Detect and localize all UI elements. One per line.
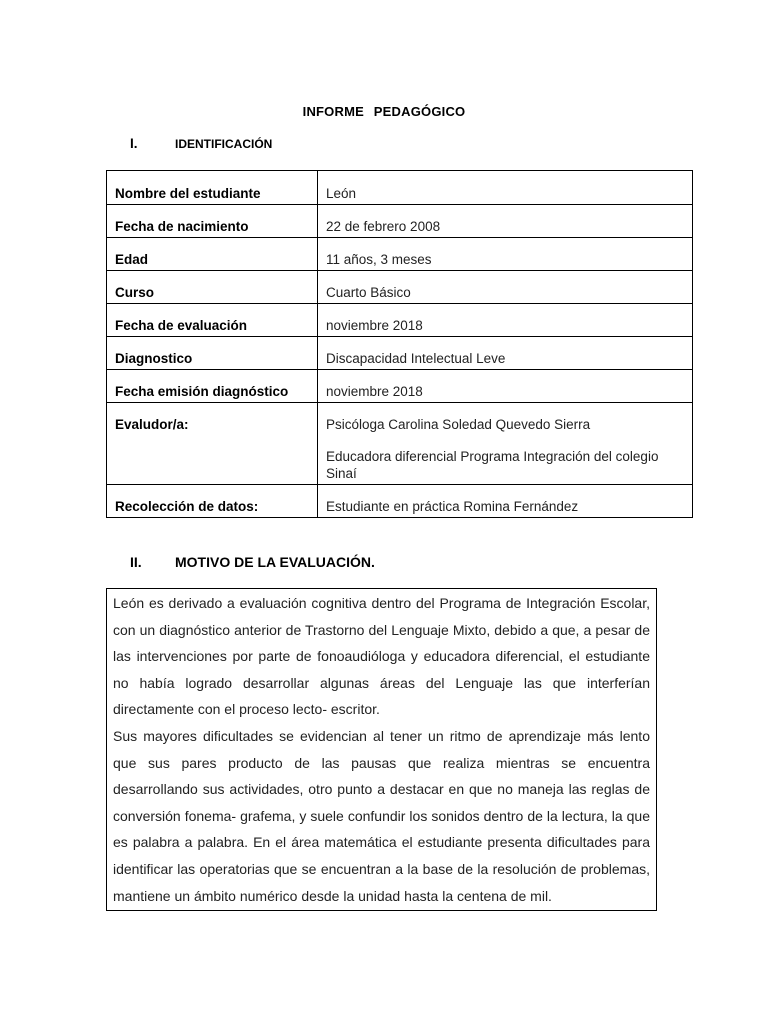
table-row [107,485,693,518]
table-row [107,337,693,370]
section-motivo-heading [130,554,375,570]
row-label: Nombre del estudiante [107,171,318,205]
paragraph: León es derivado a evaluación cognitiva dentro del Programa de Integración Escolar, con un diagnóstico anterior de Trastorno del Lenguaje Mixto, debido a que, a pesar de las intervenciones por parte de fonoaudióloga y educadora diferencial, el estudiante no había logrado desarrollar algunas áreas del Lenguaje las que interferían directamente con el proceso lecto- escritor. [113,595,650,718]
table-row [107,171,693,205]
row-value: 11 años, 3 meses [318,238,693,271]
row-label: Edad [107,238,318,271]
row-value: Cuarto Básico [318,271,693,304]
table-row [107,271,693,304]
row-value: Estudiante en práctica Romina Fernández [318,485,693,518]
row-value: 22 de febrero 2008 [318,205,693,238]
table-row [107,370,693,403]
row-value: Discapacidad Intelectual Leve [318,337,693,370]
row-value: noviembre 2018 [318,304,693,337]
table-row [107,403,693,485]
row-label: Fecha emisión diagnóstico [107,370,318,403]
section-title: IDENTIFICACIÓN [175,137,273,151]
row-label: Recolección de datos: [107,485,318,518]
section-title: MOTIVO DE LA EVALUACIÓN. [175,554,375,570]
table-row [107,205,693,238]
motivo-text-box [106,588,657,911]
section-number: II. [130,554,142,570]
value-line: Psicóloga Carolina Soledad Quevedo Sierra [326,417,591,432]
row-value [318,403,693,485]
section-identificacion-heading [130,136,272,151]
row-label: Diagnostico [107,337,318,370]
row-label: Evaludor/a: [107,403,318,485]
section-number: I. [130,136,138,151]
table-row [107,304,693,337]
identification-table [106,170,693,518]
row-value: noviembre 2018 [318,370,693,403]
row-value: León [318,171,693,205]
value-line: Educadora diferencial Programa Integración del colegio Sinaí [326,449,659,481]
document-title: INFORME PEDAGÓGICO [302,104,466,119]
row-label: Fecha de evaluación [107,304,318,337]
row-label: Curso [107,271,318,304]
paragraph: Sus mayores dificultades se evidencian al tener un ritmo de aprendizaje más lento que sus pares producto de las pausas que realiza mientras se encuentra desarrollando sus actividades, otro punto a destacar en que no maneja las reglas de conversión fonema- grafema, y suele confundir los sonidos dentro de la lectura, la que es palabra a palabra. En el área matemática el estudiante presenta dificultades para identificar las operatorias que se encuentran a la base de la resolución de problemas, mantiene un ámbito numérico desde la unidad hasta la centena de mil. [113,727,650,904]
table-row [107,238,693,271]
row-label: Fecha de nacimiento [107,205,318,238]
